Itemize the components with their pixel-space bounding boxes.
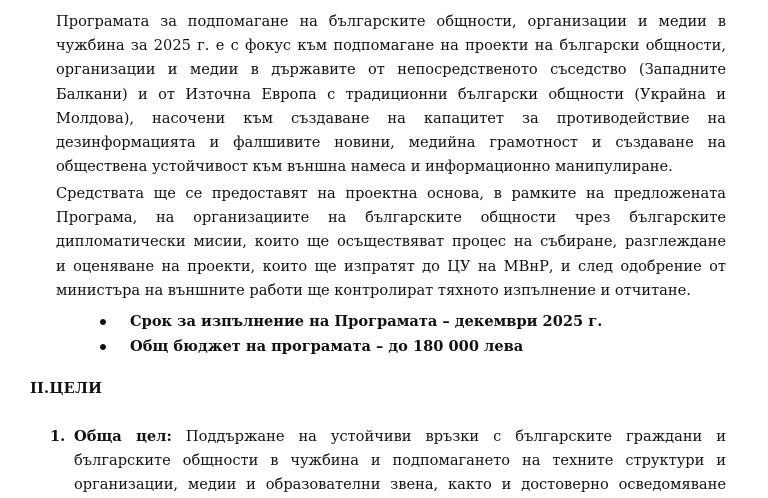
goal-first-line-text: Поддържане на устойчиви връзки с българските граждани и [171,428,726,445]
budget-text: Общ бюджет на програмата – до 180 000 лева [130,337,524,355]
funding-line: министъра на външните работи ще контролират тяхното изпълнение и отчитане. [56,281,691,299]
intro-line: Молдова), насочени към създаване на капацитет за противодействие на [56,109,726,127]
program-facts-list [100,310,602,359]
section-heading: II.ЦЕЛИ [30,380,103,397]
intro-paragraph [56,10,726,179]
intro-line: организации и медии в държавите от непосредственото съседство (Западните [56,61,726,79]
goal-lead: Обща цел: [74,428,172,445]
bullet-icon [100,344,106,350]
intro-line: дезинформацията и фалшивите новини, медийна грамотност и създаване на [56,134,726,152]
list-item [100,310,602,335]
funding-line: Средствата ще се предоставят на проектна основа, в рамките на предложената [56,185,726,202]
funding-line: дипломатически мисии, които ще осъществяват процес на събиране, разглеждане [56,233,726,251]
goal-body [74,425,726,498]
list-item [100,335,602,360]
bullet-icon [100,319,106,325]
goal-line [74,425,726,449]
funding-paragraph [56,182,726,303]
goal-line: организации, медии и образователни звена, както и достоверно осведомяване [74,476,726,494]
intro-line: Балкани) и от Източна Европа с традиционни български общности (Украйна и [56,85,726,103]
deadline-text: Срок за изпълнение на Програмата – декември 2025 г. [130,313,603,330]
goal-number: 1. [50,428,66,445]
funding-line: и оценяване на проекти, които ще изпратят до ЦУ на МВнР, и след одобрение от [56,257,726,275]
intro-line: обществена устойчивост към външна намеса и информационно манипулиране. [56,158,673,176]
goal-line: българските общности в чужбина и подпомагането на техните структури и [74,452,726,470]
funding-line: Програма, на организациите на българските общности чрез българските [56,209,726,227]
intro-line: чужбина за 2025 г. е с фокус към подпомагане на проекти на български общности, [56,37,726,55]
intro-line: Програмата за подпомагане на българските общности, организации и медии в [56,13,726,30]
goal-item [50,425,726,498]
